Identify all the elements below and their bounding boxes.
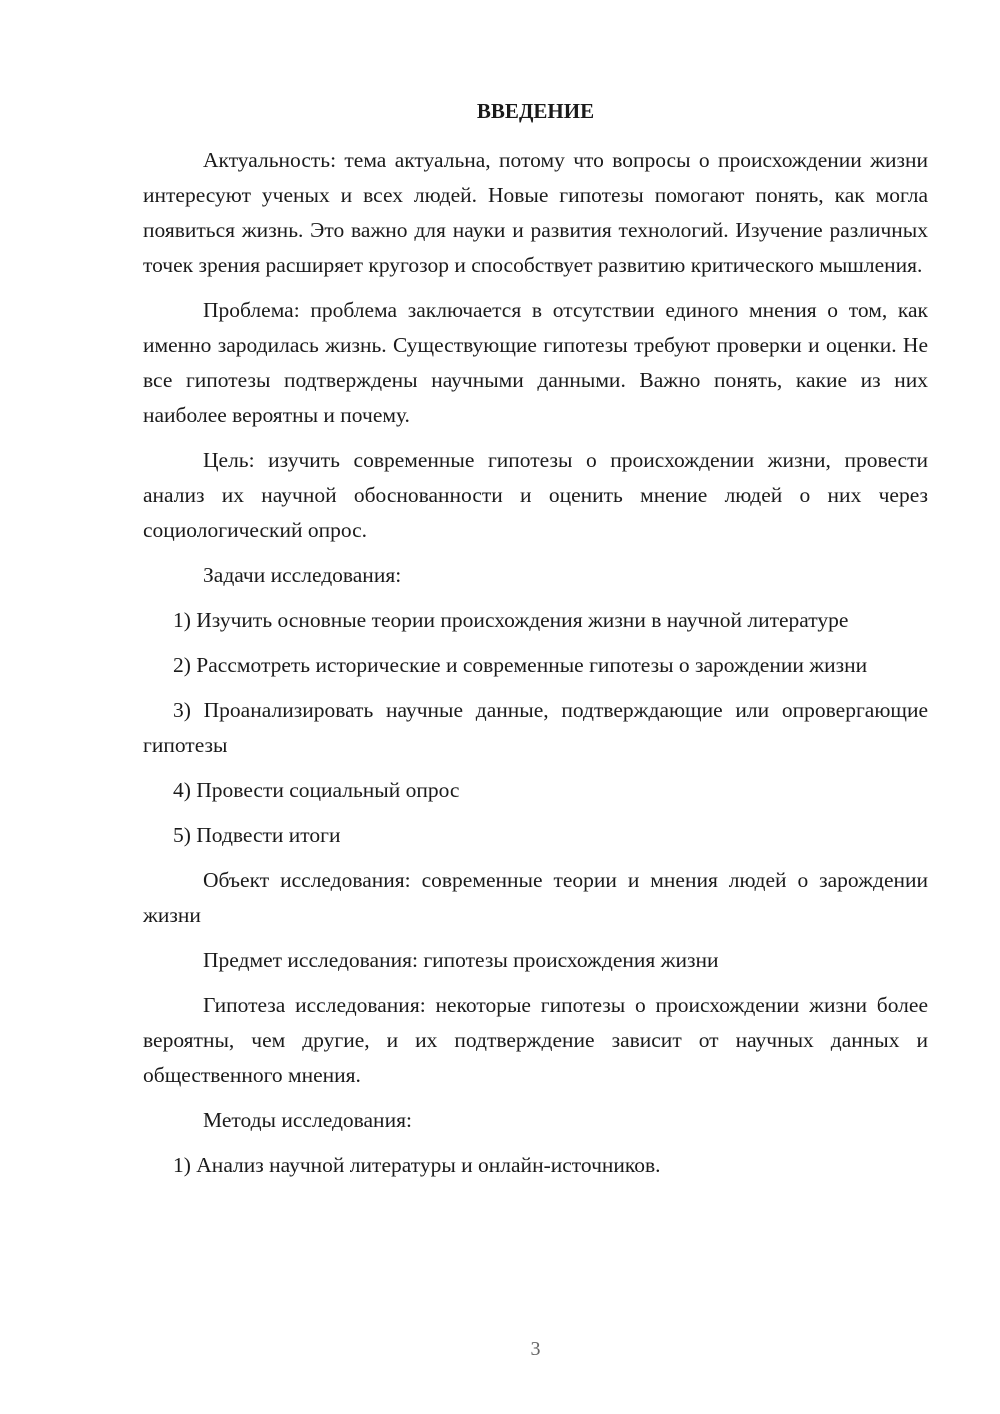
task-item: 2) Рассмотреть исторические и современные гипотезы о зарождении жизни	[173, 653, 868, 677]
page-number: 3	[530, 1338, 541, 1360]
object-paragraph: Объект исследования: современные теории и мнения людей о зарождении жизни	[143, 868, 928, 927]
task-item: 5) Подвести итоги	[173, 823, 341, 847]
tasks-label: Задачи исследования:	[203, 563, 402, 587]
goal-paragraph: Цель: изучить современные гипотезы о происхождении жизни, провести анализ их научной обоснованности и оценить мнение людей о них через социологический опрос.	[143, 448, 928, 542]
section-heading: ВВЕДЕНИЕ	[476, 99, 595, 123]
hypothesis-paragraph: Гипотеза исследования: некоторые гипотезы о происхождении жизни более вероятны, чем другие, и их подтверждение зависит от научных данных и общественного мнения.	[143, 993, 928, 1087]
relevance-paragraph: Актуальность: тема актуальна, потому что вопросы о происхождении жизни интересуют ученых и всех людей. Новые гипотезы помогают понять, как могла появиться жизнь. Это важно для науки и развития технологий. Изучение различных точек зрения расширяет кругозор и способствует развитию критического мышления.	[143, 148, 928, 277]
task-item: 1) Изучить основные теории происхождения жизни в научной литературе	[173, 608, 849, 632]
body-text	[143, 143, 928, 1193]
methods-label: Методы исследования:	[203, 1108, 412, 1132]
task-item: 4) Провести социальный опрос	[173, 778, 460, 802]
method-item: 1) Анализ научной литературы и онлайн-источников.	[173, 1153, 661, 1177]
problem-paragraph: Проблема: проблема заключается в отсутствии единого мнения о том, как именно зародилась жизнь. Существующие гипотезы требуют проверки и оценки. Не все гипотезы подтверждены научными данными. Важно понять, какие из них наиболее вероятны и почему.	[143, 298, 928, 427]
document-page	[143, 0, 928, 1414]
subject-paragraph: Предмет исследования: гипотезы происхождения жизни	[203, 948, 719, 972]
task-item: 3) Проанализировать научные данные, подтверждающие или опровергающие гипотезы	[143, 698, 928, 757]
